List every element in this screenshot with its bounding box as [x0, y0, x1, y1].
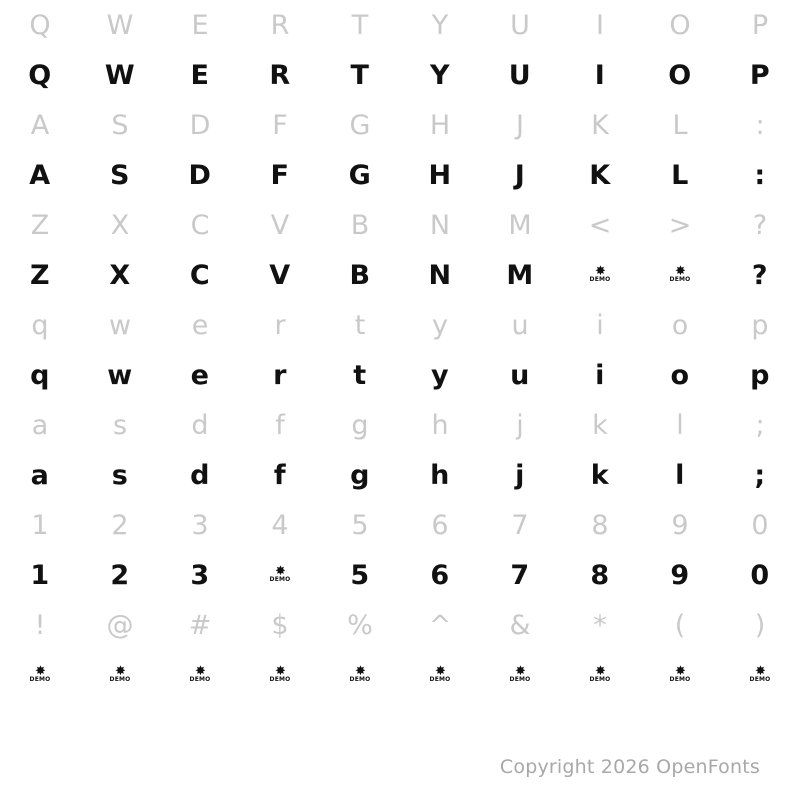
reference-glyph: u: [511, 309, 529, 341]
demo-word: DEMO: [749, 675, 771, 683]
reference-glyph: 2: [111, 509, 129, 541]
demo-word: DEMO: [509, 675, 531, 683]
reference-glyph: 1: [31, 509, 49, 541]
reference-glyph: 9: [671, 509, 689, 541]
demo-burst-icon: ✸: [515, 663, 525, 679]
reference-glyph: F: [272, 109, 288, 141]
demo-mark: [29, 663, 51, 683]
demo-mark: [349, 663, 371, 683]
specimen-glyph: Q: [28, 59, 52, 91]
specimen-glyph: 5: [350, 559, 370, 591]
reference-glyph: t: [354, 309, 366, 341]
demo-burst-icon: ✸: [275, 563, 285, 579]
specimen-glyph: f: [273, 459, 287, 491]
demo-stamp-glyph: [720, 650, 800, 700]
specimen-glyph: G: [348, 159, 372, 191]
demo-stamp-glyph: [480, 650, 560, 700]
demo-burst-icon: ✸: [675, 263, 685, 279]
demo-mark: [269, 663, 291, 683]
specimen-glyph: B: [349, 259, 371, 291]
demo-stamp-glyph: [240, 650, 320, 700]
reference-glyph: <: [588, 209, 612, 241]
specimen-glyph: d: [190, 459, 210, 491]
specimen-glyph: o: [670, 359, 690, 391]
demo-stamp-glyph: [0, 650, 80, 700]
specimen-glyph: u: [510, 359, 530, 391]
demo-burst-icon: ✸: [675, 663, 685, 679]
specimen-glyph: E: [190, 59, 210, 91]
reference-glyph: a: [31, 409, 49, 441]
specimen-glyph: D: [188, 159, 212, 191]
specimen-glyph: H: [428, 159, 452, 191]
reference-glyph: 5: [351, 509, 369, 541]
demo-stamp-glyph: [80, 650, 160, 700]
demo-burst-icon: ✸: [755, 663, 765, 679]
reference-glyph: 6: [431, 509, 449, 541]
reference-glyph: ;: [755, 409, 765, 441]
demo-burst-icon: ✸: [435, 663, 445, 679]
reference-glyph: L: [672, 109, 688, 141]
specimen-glyph: e: [190, 359, 210, 391]
demo-burst-icon: ✸: [355, 663, 365, 679]
demo-burst-icon: ✸: [275, 663, 285, 679]
reference-glyph: U: [510, 9, 530, 41]
reference-glyph: 7: [511, 509, 529, 541]
reference-glyph: o: [671, 309, 689, 341]
reference-glyph: i: [596, 309, 604, 341]
demo-mark: [589, 263, 611, 283]
demo-mark: [669, 663, 691, 683]
reference-glyph: f: [275, 409, 285, 441]
specimen-glyph: 2: [110, 559, 130, 591]
reference-glyph: C: [190, 209, 210, 241]
specimen-glyph: W: [104, 59, 136, 91]
reference-glyph: d: [191, 409, 209, 441]
specimen-glyph: T: [350, 59, 370, 91]
reference-glyph: l: [676, 409, 684, 441]
reference-glyph: k: [592, 409, 608, 441]
demo-word: DEMO: [29, 675, 51, 683]
reference-glyph: N: [429, 209, 451, 241]
reference-glyph: S: [111, 109, 129, 141]
specimen-glyph: C: [189, 259, 211, 291]
reference-glyph: T: [351, 9, 369, 41]
specimen-glyph: O: [668, 59, 692, 91]
reference-glyph: >: [668, 209, 692, 241]
specimen-glyph: ;: [754, 459, 766, 491]
reference-glyph: H: [429, 109, 451, 141]
reference-glyph: ): [754, 609, 766, 641]
demo-mark: [669, 263, 691, 283]
reference-glyph: s: [112, 409, 128, 441]
demo-mark: [509, 663, 531, 683]
demo-stamp-glyph: [560, 250, 640, 300]
demo-mark: [749, 663, 771, 683]
reference-glyph: w: [108, 309, 132, 341]
specimen-glyph: a: [30, 459, 50, 491]
reference-glyph: Y: [431, 9, 449, 41]
demo-word: DEMO: [429, 675, 451, 683]
specimen-glyph: p: [750, 359, 770, 391]
specimen-glyph: I: [594, 59, 606, 91]
specimen-glyph: X: [109, 259, 131, 291]
specimen-glyph: S: [110, 159, 130, 191]
reference-glyph: p: [751, 309, 769, 341]
reference-glyph: r: [274, 309, 286, 341]
reference-glyph: G: [349, 109, 371, 141]
specimen-glyph: 1: [30, 559, 50, 591]
specimen-glyph: Z: [29, 259, 51, 291]
reference-glyph: !: [34, 609, 46, 641]
reference-glyph: @: [106, 609, 134, 641]
reference-glyph: 0: [751, 509, 769, 541]
reference-glyph: (: [674, 609, 686, 641]
demo-stamp-glyph: [240, 550, 320, 600]
demo-word: DEMO: [269, 575, 291, 583]
reference-glyph: j: [516, 409, 524, 441]
reference-glyph: P: [751, 9, 769, 41]
demo-word: DEMO: [349, 675, 371, 683]
demo-burst-icon: ✸: [115, 663, 125, 679]
demo-burst-icon: ✸: [35, 663, 45, 679]
demo-burst-icon: ✸: [595, 263, 605, 279]
reference-glyph: 8: [591, 509, 609, 541]
specimen-glyph: h: [430, 459, 450, 491]
reference-glyph: V: [270, 209, 290, 241]
specimen-glyph: 3: [190, 559, 210, 591]
reference-glyph: *: [593, 609, 607, 641]
reference-glyph: 3: [191, 509, 209, 541]
specimen-glyph: R: [269, 59, 291, 91]
specimen-glyph: A: [29, 159, 51, 191]
reference-glyph: J: [516, 109, 524, 141]
specimen-glyph: N: [428, 259, 452, 291]
specimen-glyph: r: [273, 359, 287, 391]
demo-mark: [189, 663, 211, 683]
demo-word: DEMO: [669, 675, 691, 683]
reference-glyph: 4: [271, 509, 289, 541]
demo-stamp-glyph: [320, 650, 400, 700]
demo-word: DEMO: [269, 675, 291, 683]
demo-stamp-glyph: [640, 650, 720, 700]
specimen-glyph: J: [514, 159, 526, 191]
specimen-glyph: l: [675, 459, 685, 491]
specimen-glyph: :: [754, 159, 766, 191]
reference-glyph: O: [669, 9, 691, 41]
specimen-glyph: g: [350, 459, 370, 491]
specimen-glyph: U: [508, 59, 532, 91]
specimen-glyph: 0: [750, 559, 770, 591]
specimen-glyph: k: [590, 459, 610, 491]
reference-glyph: g: [351, 409, 369, 441]
reference-glyph: B: [350, 209, 370, 241]
specimen-glyph: i: [595, 359, 605, 391]
demo-stamp-glyph: [160, 650, 240, 700]
demo-mark: [269, 563, 291, 583]
reference-glyph: D: [189, 109, 211, 141]
demo-word: DEMO: [109, 675, 131, 683]
specimen-glyph: M: [506, 259, 534, 291]
specimen-glyph: V: [269, 259, 291, 291]
specimen-glyph: F: [270, 159, 290, 191]
demo-burst-icon: ✸: [195, 663, 205, 679]
reference-glyph: e: [191, 309, 209, 341]
reference-glyph: A: [30, 109, 50, 141]
specimen-glyph: 8: [590, 559, 610, 591]
reference-glyph: q: [31, 309, 49, 341]
specimen-glyph: 6: [430, 559, 450, 591]
specimen-glyph: 9: [670, 559, 690, 591]
demo-mark: [109, 663, 131, 683]
demo-stamp-glyph: [640, 250, 720, 300]
demo-stamp-glyph: [560, 650, 640, 700]
demo-burst-icon: ✸: [595, 663, 605, 679]
specimen-glyph: 7: [510, 559, 530, 591]
reference-glyph: E: [191, 9, 209, 41]
reference-glyph: %: [347, 609, 373, 641]
specimen-glyph: K: [589, 159, 611, 191]
demo-mark: [589, 663, 611, 683]
specimen-glyph: ?: [751, 259, 769, 291]
reference-glyph: M: [508, 209, 532, 241]
demo-word: DEMO: [589, 275, 611, 283]
reference-glyph: W: [106, 9, 134, 41]
copyright-footer: Copyright 2026 OpenFonts: [499, 756, 760, 778]
specimen-glyph: y: [430, 359, 450, 391]
demo-word: DEMO: [189, 675, 211, 683]
specimen-glyph: P: [749, 59, 771, 91]
reference-glyph: #: [188, 609, 212, 641]
reference-glyph: h: [431, 409, 449, 441]
specimen-glyph: w: [107, 359, 133, 391]
reference-glyph: Q: [29, 9, 51, 41]
reference-glyph: Z: [30, 209, 50, 241]
reference-glyph: y: [432, 309, 448, 341]
reference-glyph: &: [509, 609, 531, 641]
reference-glyph: X: [110, 209, 130, 241]
specimen-glyph: t: [353, 359, 367, 391]
demo-stamp-glyph: [400, 650, 480, 700]
reference-glyph: :: [755, 109, 765, 141]
specimen-glyph: s: [111, 459, 129, 491]
demo-word: DEMO: [589, 675, 611, 683]
demo-mark: [429, 663, 451, 683]
reference-glyph: ^: [428, 609, 452, 641]
reference-glyph: $: [271, 609, 289, 641]
reference-glyph: I: [596, 9, 604, 41]
specimen-glyph: q: [30, 359, 50, 391]
specimen-glyph: L: [671, 159, 689, 191]
reference-glyph: K: [591, 109, 609, 141]
specimen-glyph: Y: [429, 59, 451, 91]
reference-glyph: R: [270, 9, 290, 41]
demo-word: DEMO: [669, 275, 691, 283]
specimen-glyph: j: [515, 459, 525, 491]
reference-glyph: ?: [752, 209, 768, 241]
